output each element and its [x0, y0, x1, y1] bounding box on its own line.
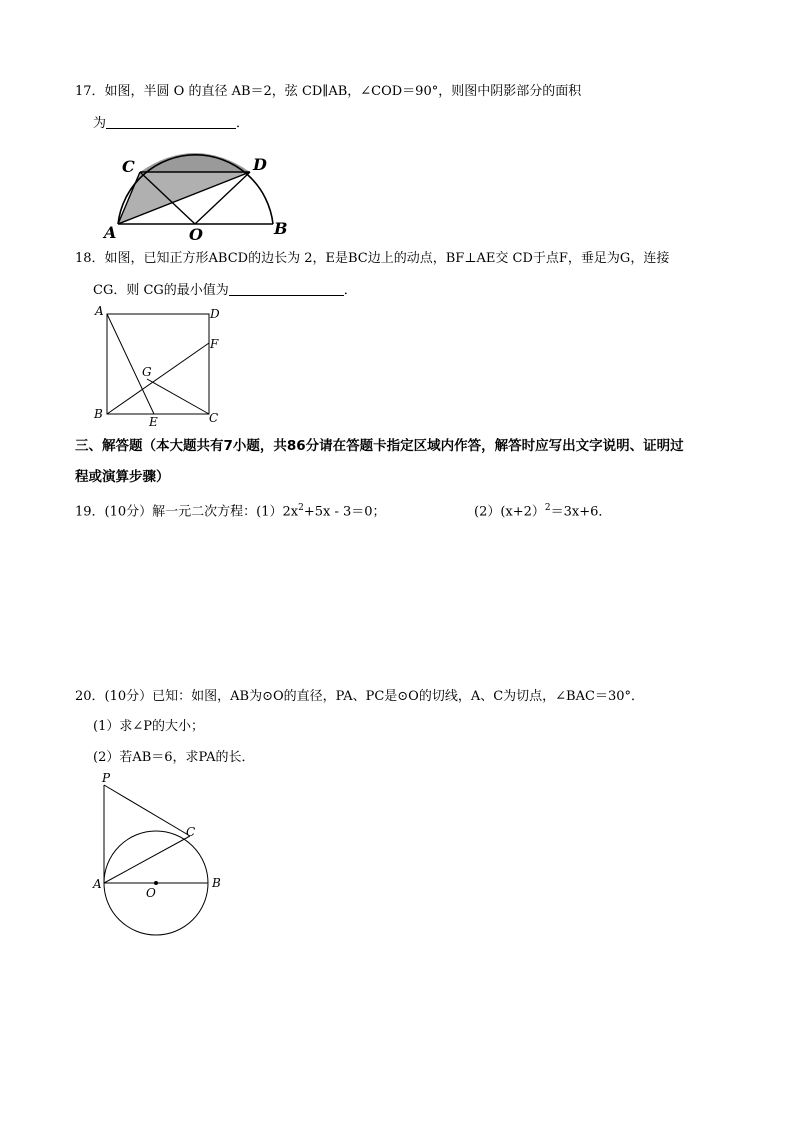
q17-label-A: A [104, 223, 117, 242]
q18-label-F: F [210, 337, 219, 351]
q19-part2-suffix: ＝3x+6． [550, 504, 612, 520]
q18-label-B: B [94, 407, 103, 421]
q20-label-B: B [212, 876, 221, 890]
q17-label-C: C [122, 157, 135, 176]
q17-label-B: B [274, 219, 288, 238]
q17-text-line1: 17．如图，半圆 O 的直径 AB＝2，弦 CD∥AB，∠COD＝90°，则图中阴影部分的面积 [75, 84, 582, 99]
section3-heading-line1: 三、解答题（本大题共有7小题，共86分请在答题卡指定区域内作答，解答时应写出文字说明、证明过 [75, 438, 684, 454]
q17-label-D: D [253, 155, 267, 174]
q18-label-A: A [95, 304, 104, 318]
q17-line2-suffix: ． [236, 116, 250, 131]
q19-part1-suffix: +5x - 3＝0； [303, 504, 386, 520]
q20-label-A: A [93, 877, 102, 891]
q18-label-D: D [210, 307, 220, 321]
q19-part2-exponent: 2 [544, 503, 551, 513]
q18-label-E: E [149, 415, 158, 429]
q18-label-C: C [209, 411, 219, 425]
q19-part1 [75, 499, 386, 521]
q17-answer-blank[interactable] [106, 114, 236, 129]
q20-sub1: (1）求∠P的大小； [93, 719, 204, 734]
q17-label-O: O [189, 225, 203, 244]
q18-text-line2 [93, 281, 357, 300]
q18-answer-blank[interactable] [229, 281, 344, 296]
q20-sub2: (2）若AB＝6，求PA的长． [93, 750, 255, 765]
q17-semicircle-figure [104, 152, 330, 244]
q17-line2-prefix: 为 [93, 116, 107, 131]
q19-part1-prefix: 19．(10分）解一元二次方程：(1）2x [75, 504, 299, 520]
q20-label-P: P [102, 771, 111, 785]
section3-heading-line2: 程或演算步骤） [75, 469, 170, 485]
q17-shaded-segment [140, 153, 250, 172]
q18-label-G: G [142, 365, 152, 379]
q19-part1-exponent: 2 [298, 503, 304, 513]
q18-square-figure [92, 304, 232, 429]
q19-part2-prefix: (2）(x+2） [474, 504, 545, 520]
q20-text-line1: 20．(10分）已知：如图，AB为⊙O的直径，PA、PC是⊙O的切线，A、C为切点，∠BAC＝30°． [75, 689, 644, 704]
q20-circle-figure [90, 770, 240, 950]
q18-line2-prefix: CG．则 CG的最小值为 [93, 283, 229, 298]
q18-text-line1: 18．如图，已知正方形ABCD的边长为 2，E是BC边上的动点，BF⊥AE交 CD于点F，垂足为G，连接 [75, 251, 670, 266]
q18-line2-suffix: ． [343, 283, 357, 298]
q19-part2 [474, 499, 611, 521]
q20-label-O: O [146, 886, 156, 900]
q20-center-dot [154, 881, 158, 885]
q20-label-C: C [186, 825, 196, 839]
q17-text-line2 [93, 114, 249, 133]
